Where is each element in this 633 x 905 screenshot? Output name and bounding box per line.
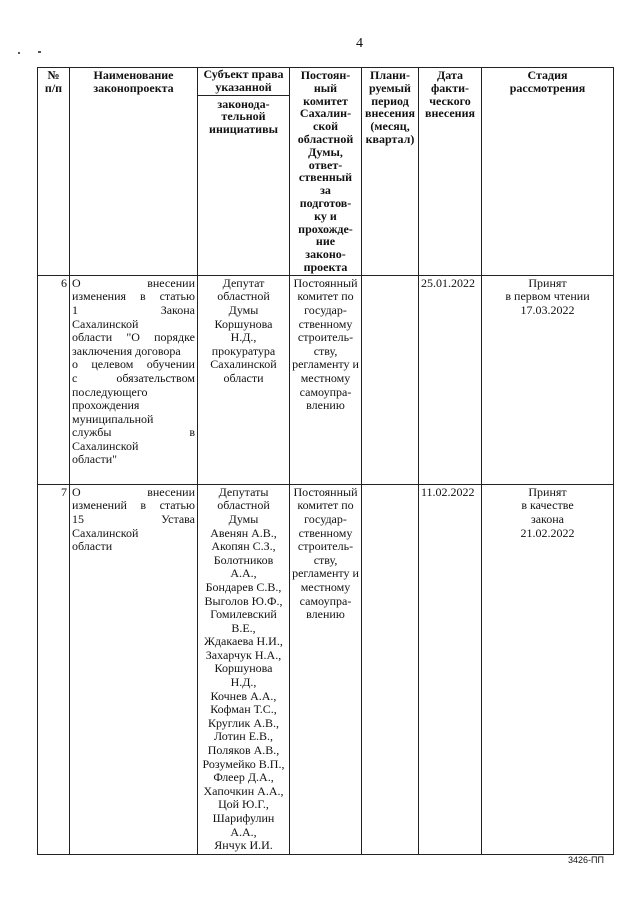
header-subject: Субъект права указанной законода- тельной инициативы [198, 68, 290, 276]
bill-committee [290, 275, 362, 484]
text-line: Лотин Е.В., [213, 729, 274, 744]
text-line: ству, [313, 343, 338, 358]
text-line: регламенту и [292, 566, 359, 581]
bill-committee [290, 484, 362, 854]
text-line: Выголов Ю.Ф., [204, 593, 283, 608]
text-line: Авенян А.В., [210, 525, 277, 540]
text-line: факти- [430, 80, 470, 95]
table-row [38, 484, 614, 854]
text-line: влению [306, 607, 345, 622]
page-number: 4 [356, 36, 363, 51]
text-line: Сахалин- [299, 106, 352, 121]
text-line: В.Е., [231, 620, 256, 635]
text-line: области" [72, 452, 118, 467]
text-line: Коршунова [214, 316, 273, 331]
table-header-row [38, 68, 614, 276]
text-line: Н.Д., [230, 330, 257, 345]
row-num: 7 [38, 484, 70, 854]
text-line: Постоянный [293, 484, 358, 499]
text-line: А.А., [230, 824, 257, 839]
text-line: в первом чтении [505, 289, 590, 304]
text-line: Ждакаева Н.И., [204, 634, 283, 649]
text-line: Цой Ю.Г., [218, 797, 269, 812]
scan-speck [18, 52, 20, 54]
header-committee [290, 68, 362, 276]
text-line: Коршунова [214, 661, 273, 676]
text-line: Сахалинской [210, 357, 277, 372]
text-line: Н.Д., [230, 675, 257, 690]
bill-date: 25.01.2022 [419, 275, 482, 484]
header-num: № п/п [38, 68, 70, 276]
text-line: изменения в статью [72, 289, 195, 304]
text-line: области [223, 370, 264, 385]
text-line: ный [313, 80, 338, 95]
text-line: Кофман Т.С., [210, 702, 277, 717]
text-line: прохождения [72, 398, 140, 413]
text-line: в качестве [521, 498, 574, 513]
text-line: Депутат [222, 275, 265, 290]
bill-stage [482, 275, 614, 484]
text-line: самоупра- [299, 593, 352, 608]
text-line: Захарчук Н.А., [205, 647, 282, 662]
text-line: внесения [365, 106, 415, 121]
footer-code: 3426-ПП [568, 855, 604, 865]
text-line: 1 Закона [72, 302, 195, 317]
bill-planned [362, 484, 419, 854]
text-line: Янчук И.И. [214, 838, 273, 853]
text-line: Думы, [308, 144, 343, 159]
text-line: с обязательством [72, 370, 195, 385]
text-line: О внесении [72, 484, 195, 499]
text-line: ние [315, 234, 336, 249]
text-line: квартал) [365, 131, 415, 146]
text-line: строитель- [297, 330, 354, 345]
text-line: областной [217, 289, 270, 304]
text-line: ческого [429, 93, 471, 108]
text-line: Кочнев А.А., [210, 688, 277, 703]
text-line: ству, [313, 552, 338, 567]
bill-subject [198, 484, 290, 854]
text-line: А.А., [230, 566, 257, 581]
text-line: ственный [298, 170, 353, 185]
text-line: комитет [303, 93, 348, 108]
header-name: Наименование законопроекта [70, 68, 198, 276]
text-line: Акопян С.З., [211, 539, 276, 554]
text-line: о целевом обучении [72, 357, 195, 372]
text-line: Сахалинской [72, 438, 139, 453]
text-line: Думы [228, 302, 259, 317]
table-row [38, 275, 614, 484]
text-line: Круглик А.В., [207, 715, 280, 730]
text-line: ской [313, 119, 338, 134]
text-line: ственному [298, 525, 353, 540]
text-line: области "О порядке [72, 330, 195, 345]
text-line: за [320, 183, 331, 198]
bill-subject [198, 275, 290, 484]
text-line: Болотников [213, 552, 274, 567]
text-line: 17.03.2022 [520, 302, 575, 317]
text-line: прохожде- [298, 221, 353, 236]
text-line: законо- [305, 247, 346, 262]
text-line: (месяц, [370, 119, 410, 134]
text-line: службы в [72, 425, 195, 440]
text-line: областной [217, 498, 270, 513]
text-line: изменений в статью [72, 498, 195, 513]
bill-date: 11.02.2022 [419, 484, 482, 854]
text-line: ственному [298, 316, 353, 331]
text-line: Шарифулин [212, 811, 275, 825]
text-line: областной [297, 131, 354, 146]
text-line: Розумейко В.П., [202, 756, 285, 771]
text-line: закона [530, 511, 565, 526]
text-line: государ- [304, 302, 347, 317]
scan-speck [38, 51, 41, 53]
text-line: Плани- [370, 68, 410, 82]
row-num: 6 [38, 275, 70, 484]
text-line: Постоянный [293, 275, 358, 290]
text-line: Дата [437, 68, 463, 82]
text-line: прокуратура [211, 343, 276, 358]
text-line: Сахалинской [72, 316, 139, 331]
text-line: ку и [314, 208, 337, 223]
bills-table [37, 67, 614, 855]
text-line: Хапочкин А.А., [203, 783, 284, 798]
text-line: подготов- [299, 195, 352, 210]
text-line: местному [300, 579, 351, 594]
text-line: последующего [72, 384, 148, 399]
text-line: Постоян- [300, 68, 351, 82]
header-date [419, 68, 482, 276]
text-line: проекта [303, 259, 348, 274]
text-line: руемый [369, 80, 411, 95]
text-line: Сахалинской [72, 525, 139, 540]
header-planned [362, 68, 419, 276]
text-line: внесения [425, 106, 475, 121]
bill-name [70, 484, 198, 854]
text-line: самоупра- [299, 384, 352, 399]
text-line: 21.02.2022 [520, 525, 575, 540]
text-line: строитель- [297, 539, 354, 554]
bill-name [70, 275, 198, 484]
text-line: Думы [228, 511, 259, 526]
text-line: комитет по [297, 498, 354, 513]
text-line: Принят [528, 484, 567, 499]
text-line: 15 Устава [72, 511, 195, 526]
text-line: Поляков А.В., [207, 743, 280, 758]
text-line: Бондарев С.В., [205, 579, 282, 594]
text-line: области [72, 539, 113, 554]
text-line: заключения договора [72, 343, 181, 358]
text-line: муниципальной [72, 411, 154, 426]
text-line: Принят [528, 275, 567, 290]
bill-planned [362, 275, 419, 484]
header-stage: Стадия рассмотрения [482, 68, 614, 276]
text-line: ответ- [308, 157, 343, 172]
text-line: Гомилевский [210, 607, 277, 622]
text-line: государ- [304, 511, 347, 526]
bill-stage [482, 484, 614, 854]
text-line: период [371, 93, 409, 108]
text-line: Флеер Д.А., [213, 770, 274, 785]
text-line: Депутаты [218, 484, 269, 499]
text-line: комитет по [297, 289, 354, 304]
text-line: регламенту и [292, 357, 359, 372]
text-line: местному [300, 370, 351, 385]
text-line: О внесении [72, 275, 195, 290]
text-line: влению [306, 398, 345, 413]
